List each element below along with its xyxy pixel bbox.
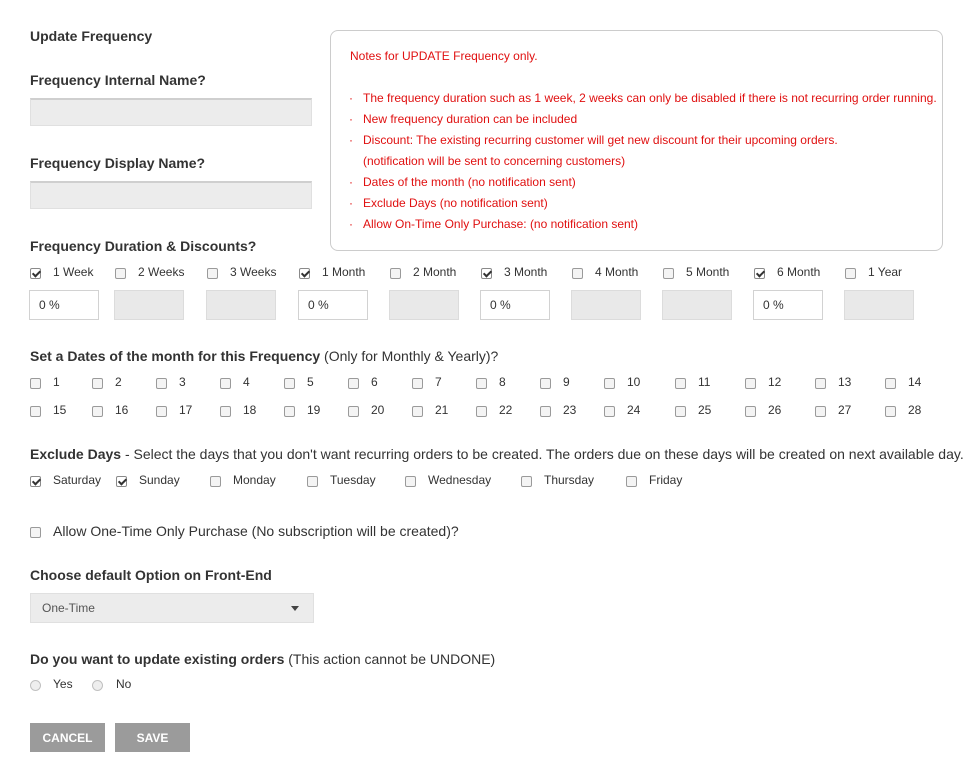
discount-input[interactable] — [662, 290, 732, 320]
exclude-label-bold: Exclude Days — [30, 446, 122, 462]
date-label: 22 — [499, 403, 513, 417]
date-label: 14 — [908, 375, 922, 389]
notes-item — [349, 175, 937, 196]
duration-checkbox-5[interactable] — [481, 268, 492, 279]
bullet-icon: · — [349, 112, 353, 126]
notes-item — [349, 112, 937, 133]
exclude-label — [30, 446, 964, 462]
duration-option-label: 1 Week — [53, 265, 94, 279]
date-checkbox-23[interactable] — [540, 406, 551, 417]
date-checkbox-13[interactable] — [815, 378, 826, 389]
date-label: 2 — [115, 375, 122, 389]
internal-name-label: Frequency Internal Name? — [30, 72, 206, 88]
date-checkbox-6[interactable] — [348, 378, 359, 389]
date-label: 7 — [435, 375, 442, 389]
date-label: 6 — [371, 375, 378, 389]
discount-input[interactable]: 0 % — [753, 290, 823, 320]
notes-item-text: New frequency duration can be included — [363, 112, 578, 126]
dates-label-bold: Set a Dates of the month for this Frequency — [30, 348, 321, 364]
date-label: 8 — [499, 375, 506, 389]
date-label: 19 — [307, 403, 321, 417]
duration-option-label: 1 Month — [322, 265, 366, 279]
update-existing-yes-radio[interactable] — [30, 680, 41, 691]
display-name-input[interactable] — [30, 181, 312, 209]
notes-item-text: Dates of the month (no notification sent) — [363, 175, 576, 189]
exclude-day-checkbox-2[interactable] — [210, 476, 221, 487]
date-checkbox-19[interactable] — [284, 406, 295, 417]
discount-input[interactable] — [206, 290, 276, 320]
date-label: 12 — [768, 375, 782, 389]
date-checkbox-14[interactable] — [885, 378, 896, 389]
date-checkbox-1[interactable] — [30, 378, 41, 389]
date-label: 5 — [307, 375, 314, 389]
exclude-day-label: Saturday — [53, 473, 102, 487]
date-checkbox-16[interactable] — [92, 406, 103, 417]
notes-item — [349, 217, 937, 238]
update-existing-no-radio[interactable] — [92, 680, 103, 691]
bullet-icon: · — [349, 133, 353, 147]
notes-item-text: Exclude Days (no notification sent) — [363, 196, 548, 210]
update-existing-yes-label: Yes — [53, 677, 73, 691]
internal-name-input[interactable] — [30, 98, 312, 126]
notes-panel — [330, 30, 943, 251]
date-label: 15 — [53, 403, 67, 417]
date-label: 17 — [179, 403, 193, 417]
update-existing-no-label: No — [116, 677, 132, 691]
discount-input[interactable]: 0 % — [29, 290, 99, 320]
date-checkbox-18[interactable] — [220, 406, 231, 417]
date-label: 13 — [838, 375, 852, 389]
date-label: 26 — [768, 403, 782, 417]
date-checkbox-17[interactable] — [156, 406, 167, 417]
date-label: 18 — [243, 403, 257, 417]
exclude-day-label: Thursday — [544, 473, 595, 487]
duration-option-label: 3 Weeks — [230, 265, 277, 279]
discount-input[interactable] — [389, 290, 459, 320]
date-label: 20 — [371, 403, 385, 417]
bullet-icon: · — [349, 196, 353, 210]
date-label: 21 — [435, 403, 449, 417]
date-label: 11 — [698, 375, 711, 389]
duration-option-label: 2 Month — [413, 265, 457, 279]
date-label: 1 — [53, 375, 60, 389]
display-name-label: Frequency Display Name? — [30, 155, 206, 171]
notes-item — [349, 91, 937, 112]
notes-item — [349, 196, 937, 217]
date-checkbox-11[interactable] — [675, 378, 686, 389]
duration-option-label: 5 Month — [686, 265, 730, 279]
date-checkbox-21[interactable] — [412, 406, 423, 417]
notes-item-continuation — [349, 154, 937, 175]
date-label: 10 — [627, 375, 641, 389]
notes-item-text: Discount: The existing recurring customer will get new discount for their upcoming orders. — [363, 133, 838, 147]
date-checkbox-4[interactable] — [220, 378, 231, 389]
date-checkbox-7[interactable] — [412, 378, 423, 389]
exclude-day-label: Monday — [233, 473, 276, 487]
duration-checkbox-3[interactable] — [299, 268, 310, 279]
exclude-day-label: Wednesday — [428, 473, 492, 487]
date-checkbox-25[interactable] — [675, 406, 686, 417]
date-label: 4 — [243, 375, 250, 389]
page-title: Update Frequency — [30, 28, 153, 44]
date-checkbox-26[interactable] — [745, 406, 756, 417]
duration-checkbox-4[interactable] — [390, 268, 401, 279]
notes-item-text: Allow On-Time Only Purchase: (no notification sent) — [363, 217, 638, 231]
exclude-day-checkbox-0[interactable] — [30, 476, 41, 487]
date-checkbox-22[interactable] — [476, 406, 487, 417]
date-checkbox-3[interactable] — [156, 378, 167, 389]
notes-item-text: The frequency duration such as 1 week, 2 weeks can only be disabled if there is not recurring order running. — [363, 91, 937, 105]
date-checkbox-5[interactable] — [284, 378, 295, 389]
exclude-day-label: Sunday — [139, 473, 180, 487]
duration-checkbox-2[interactable] — [207, 268, 218, 279]
bullet-icon: · — [349, 217, 353, 231]
duration-checkbox-6[interactable] — [572, 268, 583, 279]
date-checkbox-8[interactable] — [476, 378, 487, 389]
date-label: 28 — [908, 403, 922, 417]
default-option-select[interactable] — [30, 593, 314, 623]
update-existing-label-bold: Do you want to update existing orders — [30, 651, 285, 667]
notes-item — [349, 133, 937, 154]
discount-input[interactable] — [571, 290, 641, 320]
exclude-day-checkbox-6[interactable] — [626, 476, 637, 487]
duration-checkbox-0[interactable] — [30, 268, 41, 279]
duration-checkbox-1[interactable] — [115, 268, 126, 279]
date-label: 25 — [698, 403, 712, 417]
date-label: 3 — [179, 375, 186, 389]
discount-input[interactable] — [844, 290, 914, 320]
one-time-checkbox[interactable] — [30, 527, 41, 538]
notes-list — [349, 91, 937, 238]
exclude-day-checkbox-4[interactable] — [405, 476, 416, 487]
date-checkbox-27[interactable] — [815, 406, 826, 417]
date-label: 16 — [115, 403, 129, 417]
date-checkbox-20[interactable] — [348, 406, 359, 417]
discount-input[interactable] — [114, 290, 184, 320]
default-option-label: Choose default Option on Front-End — [30, 567, 272, 583]
exclude-day-label: Tuesday — [330, 473, 376, 487]
duration-option-label: 4 Month — [595, 265, 639, 279]
update-existing-label-hint: (This action cannot be UNDONE) — [284, 651, 496, 667]
discount-input[interactable]: 0 % — [480, 290, 550, 320]
duration-option-label: 2 Weeks — [138, 265, 185, 279]
exclude-day-checkbox-1[interactable] — [116, 476, 127, 487]
date-checkbox-15[interactable] — [30, 406, 41, 417]
date-checkbox-12[interactable] — [745, 378, 756, 389]
date-checkbox-2[interactable] — [92, 378, 103, 389]
date-label: 27 — [838, 403, 852, 417]
duration-option-label: 1 Year — [868, 265, 903, 279]
bullet-icon: · — [349, 91, 353, 105]
date-checkbox-9[interactable] — [540, 378, 551, 389]
duration-checkbox-8[interactable] — [754, 268, 765, 279]
notes-title: Notes for UPDATE Frequency only. — [350, 49, 538, 63]
discount-input[interactable]: 0 % — [298, 290, 368, 320]
duration-checkbox-7[interactable] — [663, 268, 674, 279]
date-checkbox-10[interactable] — [604, 378, 615, 389]
exclude-day-label: Friday — [649, 473, 683, 487]
date-checkbox-28[interactable] — [885, 406, 896, 417]
exclude-day-checkbox-3[interactable] — [307, 476, 318, 487]
exclude-day-checkbox-5[interactable] — [521, 476, 532, 487]
date-label: 23 — [563, 403, 577, 417]
dates-label-hint: (Only for Monthly & Yearly)? — [320, 348, 499, 364]
date-label: 24 — [627, 403, 641, 417]
date-checkbox-24[interactable] — [604, 406, 615, 417]
save-button[interactable]: SAVE — [115, 723, 190, 752]
notes-item-text: (notification will be sent to concerning customers) — [363, 154, 626, 168]
default-option-value: One-Time — [42, 601, 95, 615]
date-label: 9 — [563, 375, 570, 389]
dates-label — [30, 348, 498, 364]
update-existing-label — [30, 651, 495, 667]
caret-down-icon — [291, 606, 299, 611]
exclude-label-hint: - Select the days that you don't want recurring orders to be created. The orders due on these days will be created on next available day. — [121, 446, 964, 462]
bullet-icon: · — [349, 175, 353, 189]
cancel-button[interactable]: CANCEL — [30, 723, 105, 752]
duration-option-label: 3 Month — [504, 265, 548, 279]
one-time-label: Allow One-Time Only Purchase (No subscription will be created)? — [53, 523, 459, 539]
duration-option-label: 6 Month — [777, 265, 821, 279]
duration-label: Frequency Duration & Discounts? — [30, 238, 257, 254]
duration-checkbox-9[interactable] — [845, 268, 856, 279]
